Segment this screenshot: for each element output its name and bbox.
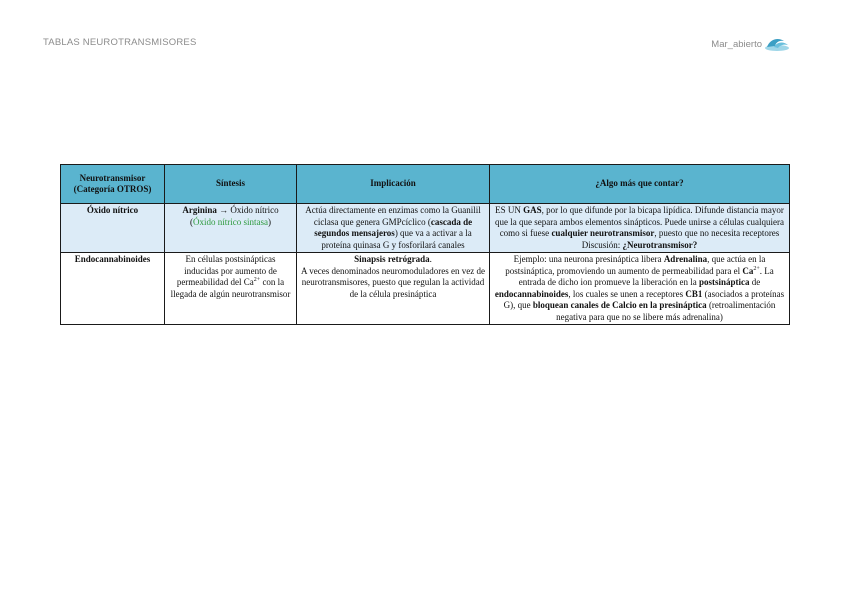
text: . [429,254,432,264]
bold-text: endocannabinoides [494,288,569,299]
bold-text: GAS [523,205,542,215]
bold-text: postsináptica [698,277,750,287]
text: , puesto que no necesita receptores [654,228,780,238]
superscript: 2+ [753,265,760,272]
mas-cell [490,253,790,325]
text: , que actúa en la postsináptica, promoviendo un aumento de permeabilidad para el [505,254,766,276]
column-header: Implicación [297,165,490,204]
text: ES UN [495,205,524,215]
text: A veces denominados neuromoduladores en vez de neurotransmisores, puesto que regulan la actividad de la célula presináptica [301,265,485,299]
bold-text: cascada de segundos mensajeros [314,216,473,238]
product: Óxido nítrico [230,205,279,215]
mas-cell [490,204,790,253]
text: Ejemplo: una neurona presináptica libera [513,254,664,264]
table-row [61,253,790,325]
text: En células postsinápticas inducidas por aumento de permeabilidad del Ca [176,254,277,287]
arrow: → [216,205,231,215]
bold-text: ¿Neurotransmisor? [622,239,698,250]
paren-close: ) [268,216,271,227]
sintesis-cell [165,253,297,325]
implicacion-cell [297,204,490,253]
bold-text: Adrenalina [663,254,708,264]
text: de [749,277,761,287]
column-header: Síntesis [165,165,297,204]
wave-logo-icon [764,36,790,52]
document-header-brand [711,36,790,52]
superscript: 2+ [253,277,261,283]
text: Discusión: [581,239,623,250]
sintesis-cell [165,204,297,253]
document-header-title: TABLAS NEUROTRANSMISORES [43,37,197,48]
implicacion-cell [297,253,490,325]
text: ) que va a activar a la proteína quinasa G y fosforilará canales [321,228,472,250]
text: , los cuales se unen a receptores [568,288,686,299]
text: Actúa directamente en enzimas como la Guanilil ciclasa que genera GMPcíclico ( [305,205,481,227]
row-name: Óxido nítrico [61,204,165,253]
column-header: ¿Algo más que contar? [490,165,790,204]
precursor: Arginina [182,205,217,215]
text: , por lo que difunde por la bicapa lipídica. Difunde distancia mayor que la que separa ambos elementos sinápticos. Puede unirse a células cualquiera como si fuese [495,205,784,238]
brand-name: Mar_abierto [711,38,762,50]
enzyme: Óxido nítrico sintasa [193,216,268,227]
bold-text: bloquean canales de Calcio en la presináptica [532,300,707,310]
bold-text: CB1 [685,288,703,299]
bold-text: cualquier neurotransmisor [551,228,655,238]
bold-text: Sinapsis retrógrada [354,254,430,264]
table-header-row [61,165,790,204]
row-name: Endocannabinoides [61,253,165,325]
bold-text: Ca [742,265,754,276]
text: . La entrada de dicho ion promueve la liberación en la [518,265,774,287]
text: (retroalimentación negativa para que no se libere más adrenalina) [556,300,776,322]
text: con la llegada de algún neurotransmisor [170,277,291,299]
neurotransmitter-table [60,164,790,325]
text: (asociados a proteínas G), que [503,288,785,310]
table-row [61,204,790,253]
column-header: Neurotransmisor (Categoría OTROS) [61,165,165,204]
paren-open: ( [190,216,193,227]
